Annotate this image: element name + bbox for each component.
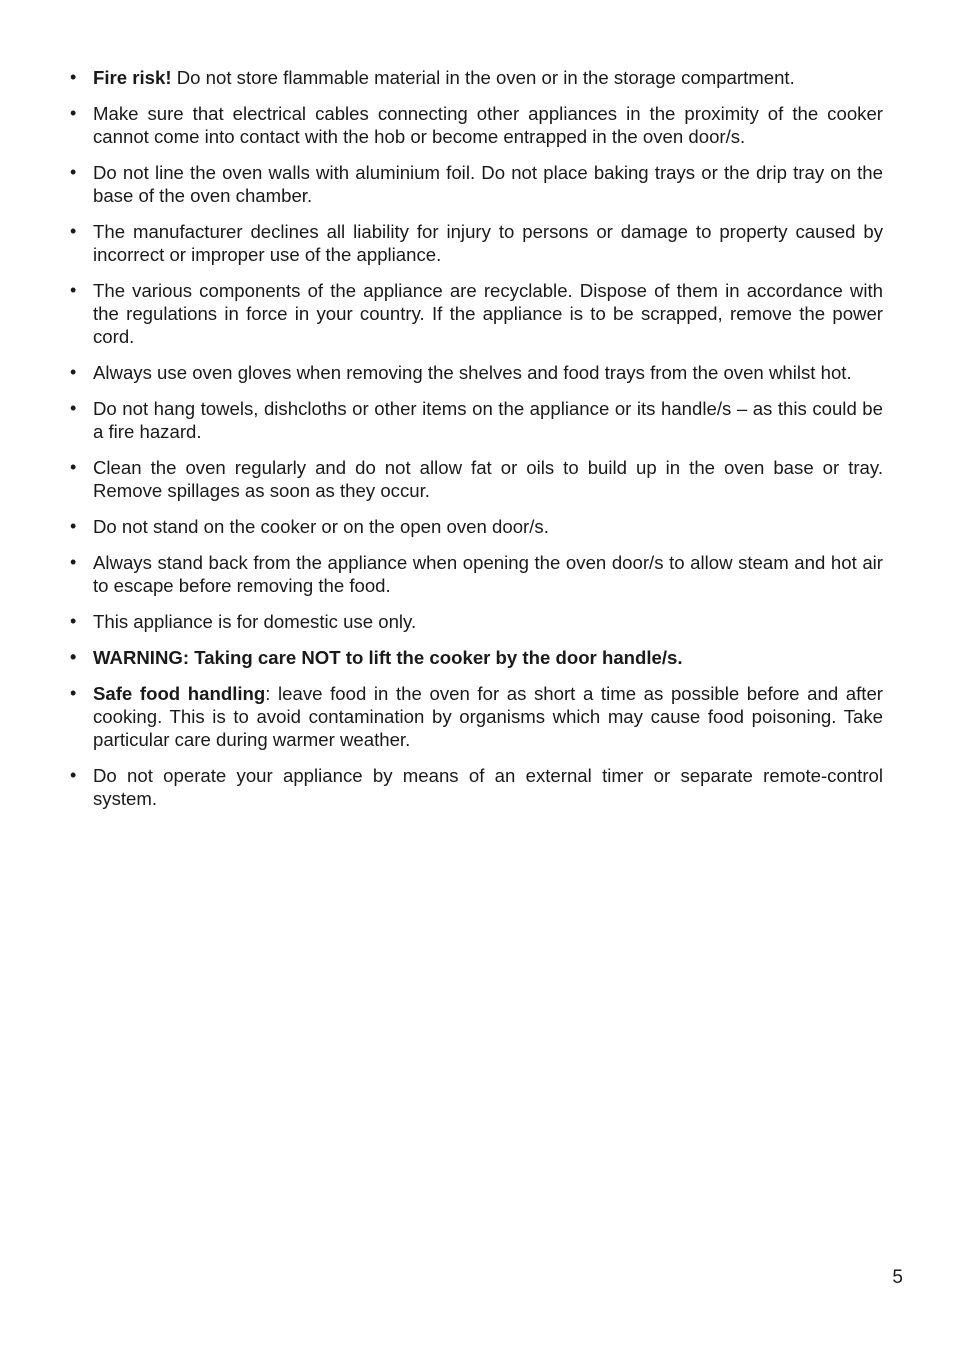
page-number: 5: [892, 1267, 903, 1288]
bullet-icon: •: [70, 647, 77, 667]
list-item: [70, 456, 883, 502]
list-item-warning: [70, 646, 883, 669]
list-item: [70, 610, 883, 633]
bullet-icon: •: [70, 611, 77, 631]
bullet-icon: •: [70, 398, 77, 418]
list-item: [70, 279, 883, 348]
bullet-icon: •: [70, 457, 77, 477]
bullet-icon: •: [70, 516, 77, 536]
list-item: [70, 361, 883, 384]
bullet-icon: •: [70, 765, 77, 785]
item-text: : leave food in the oven for as short a time as possible before and after cooking. This is to avoid contamination by organisms which may cause food poisoning. Take particular care during warmer weather.: [93, 683, 883, 750]
bullet-icon: •: [70, 552, 77, 572]
list-item: [70, 551, 883, 597]
item-text: Make sure that electrical cables connecting other appliances in the proximity of the cooker cannot come into contact with the hob or become entrapped in the oven door/s.: [93, 103, 883, 147]
list-item: [70, 515, 883, 538]
item-text: Always use oven gloves when removing the shelves and food trays from the oven whilst hot.: [93, 362, 852, 383]
bold-lead: WARNING: Taking care NOT to lift the cooker by the door handle/s.: [93, 647, 683, 668]
bold-lead: Fire risk!: [93, 67, 172, 88]
item-text: Do not line the oven walls with aluminium foil. Do not place baking trays or the drip tray on the base of the oven chamber.: [93, 162, 883, 206]
item-text: Do not store flammable material in the oven or in the storage compartment.: [171, 67, 795, 88]
list-item: [70, 102, 883, 148]
bullet-icon: •: [70, 162, 77, 182]
list-item: [70, 764, 883, 810]
list-item: [70, 66, 883, 89]
safety-bullet-list: [70, 66, 883, 823]
bullet-icon: •: [70, 362, 77, 382]
item-text: Clean the oven regularly and do not allow fat or oils to build up in the oven base or tray. Remove spillages as soon as they occur.: [93, 457, 883, 501]
bullet-icon: •: [70, 683, 77, 703]
item-text: Do not stand on the cooker or on the open oven door/s.: [93, 516, 549, 537]
list-item: [70, 682, 883, 751]
item-text: Always stand back from the appliance when opening the oven door/s to allow steam and hot air to escape before removing the food.: [93, 552, 883, 596]
item-text: Do not operate your appliance by means of an external timer or separate remote-control system.: [93, 765, 883, 809]
bold-lead: Safe food handling: [93, 683, 266, 704]
list-item: [70, 397, 883, 443]
bullet-icon: •: [70, 103, 77, 123]
list-item: [70, 220, 883, 266]
item-text: This appliance is for domestic use only.: [93, 611, 417, 632]
bullet-icon: •: [70, 67, 77, 87]
bullet-icon: •: [70, 221, 77, 241]
item-text: The manufacturer declines all liability for injury to persons or damage to property caused by incorrect or improper use of the appliance.: [93, 221, 883, 265]
item-text: Do not hang towels, dishcloths or other items on the appliance or its handle/s – as this could be a fire hazard.: [93, 398, 883, 442]
item-text: The various components of the appliance are recyclable. Dispose of them in accordance with the regulations in force in your country. If the appliance is to be scrapped, remove the power cord.: [93, 280, 883, 347]
bullet-icon: •: [70, 280, 77, 300]
list-item: [70, 161, 883, 207]
